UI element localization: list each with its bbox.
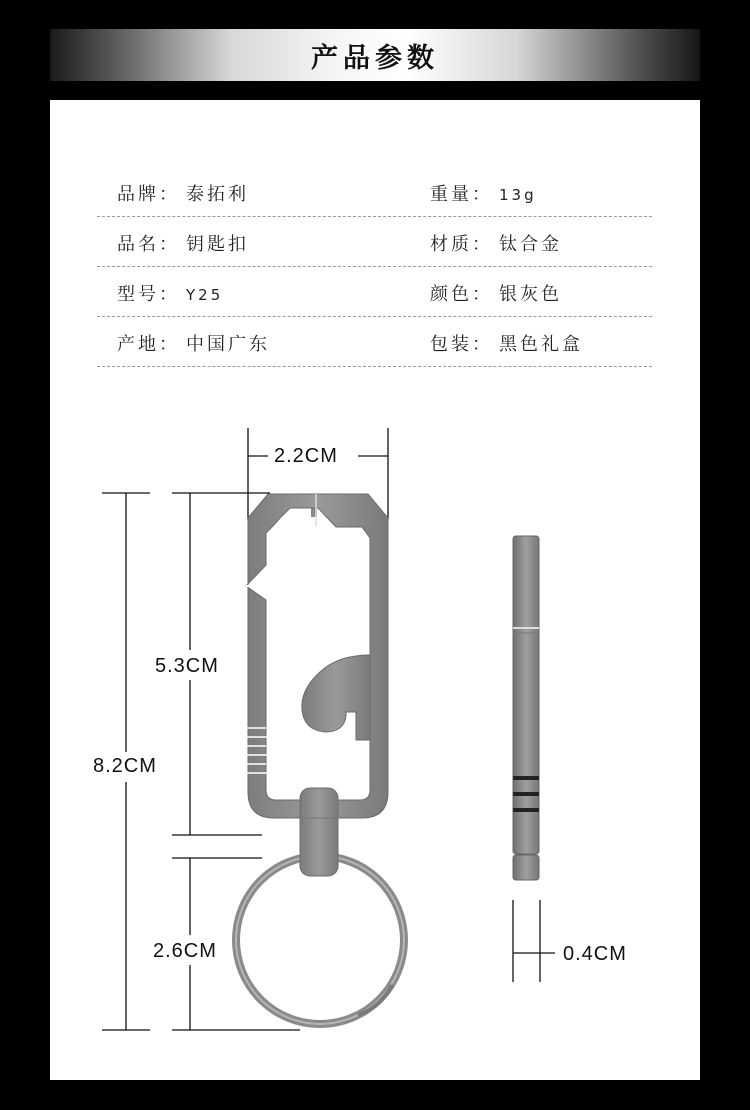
spec-label: 产地： xyxy=(117,334,180,355)
dimension-thickness-label: 0.4CM xyxy=(563,943,627,965)
spec-label: 品名： xyxy=(117,234,180,255)
key-ring xyxy=(236,856,404,1024)
spec-label: 重量： xyxy=(430,184,493,205)
spec-label: 型号： xyxy=(117,284,180,305)
keychain-side-view xyxy=(513,536,539,880)
dimension-ring-height-label: 2.6CM xyxy=(153,940,217,962)
spec-label: 品牌： xyxy=(117,184,180,205)
spec-value: 黑色礼盒 xyxy=(499,334,583,355)
spec-label: 包装： xyxy=(430,334,493,355)
spec-value: 泰拓利 xyxy=(186,184,249,205)
spec-value: 银灰色 xyxy=(499,284,562,305)
page-title: 产品参数 xyxy=(311,42,439,74)
dimension-total-height-label: 8.2CM xyxy=(93,755,157,777)
spec-value: 钛合金 xyxy=(499,234,562,255)
dimension-width-label: 2.2CM xyxy=(274,445,338,467)
spec-label: 颜色： xyxy=(430,284,493,305)
keychain-clip xyxy=(240,494,388,818)
spec-value: 13g xyxy=(499,186,537,204)
dimension-clip-height-label: 5.3CM xyxy=(155,655,219,677)
spec-label: 材质： xyxy=(430,234,493,255)
spec-value: 钥匙扣 xyxy=(186,234,249,255)
spec-value: Y25 xyxy=(186,286,224,304)
spec-value: 中国广东 xyxy=(186,334,270,355)
ring-connector xyxy=(300,788,338,876)
